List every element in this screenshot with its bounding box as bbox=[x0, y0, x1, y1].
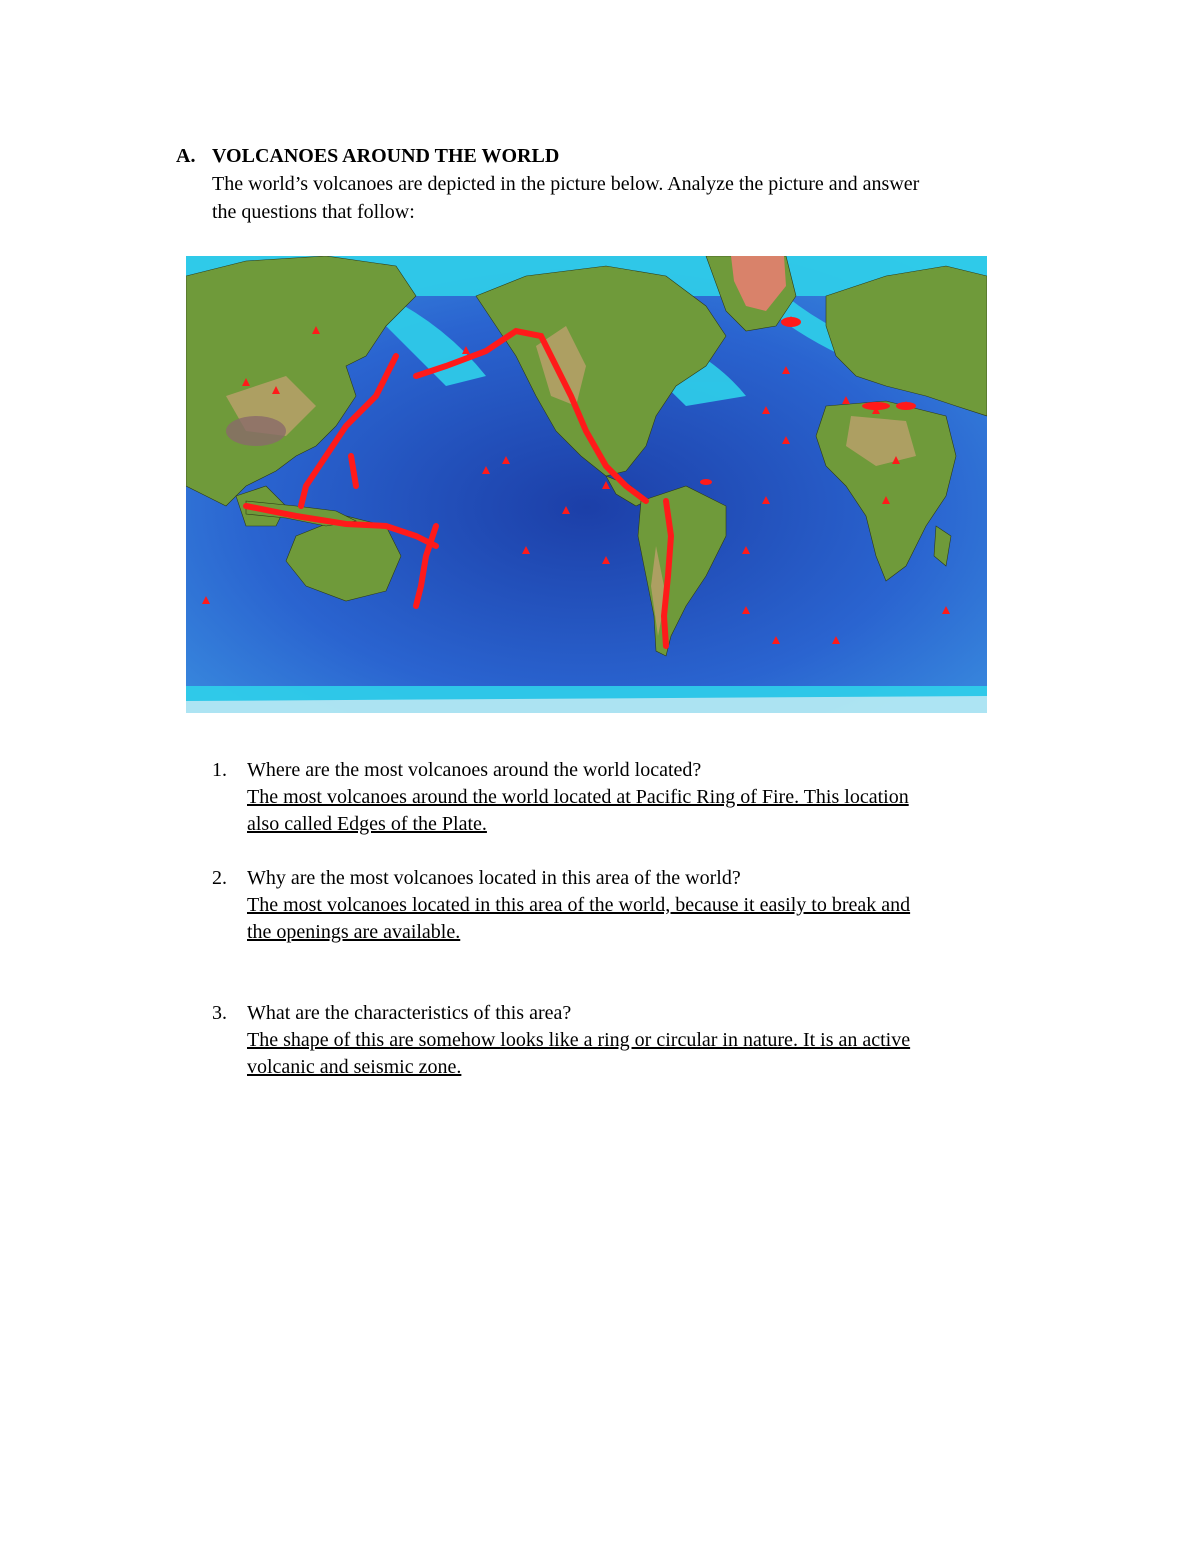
section-intro bbox=[212, 170, 1072, 226]
question-text: What are the characteristics of this area? bbox=[247, 1002, 572, 1024]
question-number: 3. bbox=[212, 1002, 227, 1024]
question-text: Where are the most volcanoes around the world located? bbox=[247, 759, 702, 781]
world-volcano-map bbox=[186, 256, 987, 713]
question-item bbox=[212, 1000, 1072, 1081]
world-map-image bbox=[186, 256, 987, 713]
intro-line-2: the questions that follow: bbox=[212, 201, 415, 223]
question-number: 2. bbox=[212, 867, 227, 889]
answer-line: The shape of this are somehow looks like a ring or circular in nature. It is an active bbox=[247, 1029, 911, 1051]
section-title: VOLCANOES AROUND THE WORLD bbox=[212, 145, 560, 167]
intro-line-1: The world’s volcanoes are depicted in the picture below. Analyze the picture and answer bbox=[212, 173, 920, 195]
question-item bbox=[212, 757, 1072, 838]
answer-line: volcanic and seismic zone. bbox=[247, 1056, 462, 1078]
answer-line: the openings are available. bbox=[247, 921, 461, 943]
question-text: Why are the most volcanoes located in this area of the world? bbox=[247, 867, 741, 889]
answer-line: The most volcanoes around the world located at Pacific Ring of Fire. This location bbox=[247, 786, 909, 808]
question-item bbox=[212, 865, 1072, 946]
answer-line: also called Edges of the Plate. bbox=[247, 813, 487, 835]
section-a bbox=[176, 142, 1076, 226]
section-heading bbox=[176, 142, 1076, 170]
question-number: 1. bbox=[212, 759, 227, 781]
tibet-plateau bbox=[226, 416, 286, 446]
section-letter: A. bbox=[176, 145, 196, 167]
answer-line: The most volcanoes located in this area of the world, because it easily to break and bbox=[247, 894, 911, 916]
question-list bbox=[212, 757, 1072, 1081]
